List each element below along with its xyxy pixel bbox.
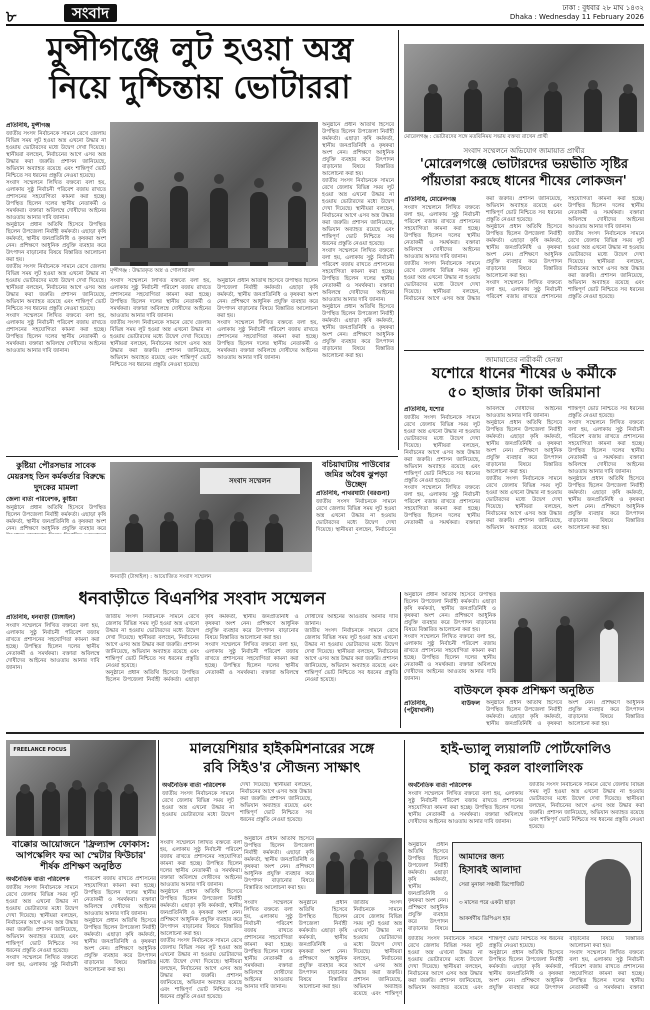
banglalink-side [408, 842, 448, 932]
bank-advertisement [452, 842, 642, 932]
jessore-kicker: জামায়াতের নারীকর্মী হেনস্তা [485, 356, 563, 364]
banglalink-title [408, 740, 644, 778]
date-bangla: ঢাকা : বুধবার ২৮ মাঘ ১৪৩২ [562, 4, 644, 12]
dhanbari-caption: ধনবাড়ী (টাঙ্গাইল) : আয়োজিত সংবাদ সম্মেলন [110, 574, 212, 580]
jessore-text-e: সংবাদ সম্মেলনে লিখিত বক্তব্যে বলা হয়, এলাকায় সুষ্ঠু নির্বাচনী পরিবেশ বজায় রাখতে প্রশাসনের সহযোগিতা কামনা করা হচ্ছে। উপস্থিত ছিলেন দলের স্থানীয় নেতাকর্মী ও সমর্থকরা। বক্তারা অবিলম্বে দোষীদের আইনের আওতায় আনার দাবি জানান। [568, 420, 644, 475]
freelance-text-c: অনুষ্ঠানে প্রধান অতিথি হিসেবে উপস্থিত ছিলেন উপজেলা নির্বাহী কর্মকর্তা। এছাড়া কৃষি কর্মকর্তা, স্থানীয় জনপ্রতিনিধি ও কৃষকরা অংশ নেন। প্রশিক্ষণে আধুনিক প্রযুক্তি ব্যবহার করে উৎপাদন বাড়ানোর বিষয়ে বিস্তারিত আলোচনা করা হয়। [84, 918, 156, 973]
malaysia-side-a: অনুষ্ঠানে প্রধান অতিথি হিসেবে উপস্থিত ছিলেন উপজেলা নির্বাহী কর্মকর্তা। এছাড়া কৃষি কর্মকর্তা, স্থানীয় জনপ্রতিনিধি ও কৃষকরা অংশ নেন। প্রশিক্ষণে আধুনিক প্রযুক্তি ব্যবহার করে উৎপাদন বাড়ানোর বিষয়ে বিস্তারিত আলোচনা করা হয়। [244, 836, 314, 891]
banglalink-title-line1: হাই-ভ্যালু ল্যয়ালটি পোর্টফোলিও [440, 742, 612, 757]
dhanbari-text-c: অনুষ্ঠানে প্রধান অতিথি হিসেবে উপস্থিত ছিলেন উপজেলা নির্বাহী কর্মকর্তা। এছাড়া কৃষি কর্মকর্তা, স্থানীয় জনপ্রতিনিধি ও কৃষকরা অংশ নেন। প্রশিক্ষণে আধুনিক প্রযুক্তি ব্যবহার করে উৎপাদন বাড়ানোর বিষয়ে বিস্তারিত আলোচনা করা হয়। [105, 614, 299, 683]
ad-title-line2: হিসাবই আলাদা [459, 865, 522, 876]
malaysia-photo [316, 838, 402, 894]
dhanbari-byline: প্রতিনিধি, ধনবাড়ী (টাঙ্গাইল) [6, 614, 76, 621]
banglalink-title-line2: চালু করল বাংলালিংক [469, 761, 583, 776]
column-rule [400, 592, 401, 728]
malaysia-body [244, 900, 402, 1004]
banglalink-body [408, 782, 644, 838]
freelance-text-a: জাতীয় সংসদ নির্বাচনকে সামনে রেখে জেলায় বিভিন্ন সময় লুট হওয়া অস্ত্র এখনো উদ্ধার না হওয়ায় ভোটারদের মধ্যে উদ্বেগ দেখা দিয়েছে। স্থানীয়রা বলছেন, নির্বাচনের আগে এসব অস্ত্র উদ্ধার করা জরুরি। প্রশাসন জানিয়েছে, অভিযান অব্যাহত রয়েছে এবং শান্তিপূর্ণ ভোট নিশ্চিতে সব ধরনের প্রস্তুতি নেওয়া হয়েছে। [6, 885, 78, 954]
lead-body-a: সংবাদ সম্মেলনে লিখিত বক্তব্যে বলা হয়, এলাকায় সুষ্ঠু নির্বাচনী পরিবেশ বজায় রাখতে প্রশাসনের সহযোগিতা কামনা করা হচ্ছে। উপস্থিত ছিলেন দলের স্থানীয় নেতাকর্মী ও সমর্থকরা। বক্তারা অবিলম্বে দোষীদের আইনের আওতায় আনার দাবি জানান। [110, 278, 211, 319]
malaysia-title-line1: মালয়েশিয়ার হাইকমিশনারের সঙ্গে [189, 741, 375, 757]
bottom-section-rule [6, 732, 644, 734]
morelganj-text-d: সংবাদ সম্মেলনে লিখিত বক্তব্যে বলা হয়, এলাকায় সুষ্ঠু নির্বাচনী পরিবেশ বজায় রাখতে প্রশাসনের সহযোগিতা কামনা করা হচ্ছে। উপস্থিত ছিলেন দলের স্থানীয় নেতাকর্মী ও সমর্থকরা। বক্তারা অবিলম্বে দোষীদের আইনের আওতায় আনার দাবি জানান। [486, 196, 644, 300]
lead-text-cont3: জাতীয় সংসদ নির্বাচনকে সামনে রেখে জেলায় বিভিন্ন সময় লুট হওয়া অস্ত্র এখনো উদ্ধার না হওয়ায় ভোটারদের মধ্যে উদ্বেগ দেখা দিয়েছে। স্থানীয়রা বলছেন, নির্বাচনের আগে এসব অস্ত্র উদ্ধার করা জরুরি। প্রশাসন জানিয়েছে, অভিযান অব্যাহত রয়েছে এবং শান্তিপূর্ণ ভোট নিশ্চিতে সব ধরনের প্রস্তুতি নেওয়া হয়েছে। [6, 264, 106, 312]
lead-body-f: জাতীয় সংসদ নির্বাচনকে সামনে রেখে জেলায় বিভিন্ন সময় লুট হওয়া অস্ত্র এখনো উদ্ধার না হওয়ায় ভোটারদের মধ্যে উদ্বেগ দেখা দিয়েছে। স্থানীয়রা বলছেন, নির্বাচনের আগে এসব অস্ত্র উদ্ধার করা জরুরি। প্রশাসন জানিয়েছে, অভিযান অব্যাহত রয়েছে এবং শান্তিপূর্ণ ভোট নিশ্চিতে সব ধরনের প্রস্তুতি নেওয়া হয়েছে। [322, 178, 394, 247]
bauphal-title: বাউফলে কৃষক প্রশিক্ষণ অনুষ্ঠিত [454, 684, 594, 697]
kushtia-byline: জেলা বার্তা পরিবেশক, কুষ্টিয়া [6, 496, 78, 503]
jessore-title-line2: ৫০ হাজার টাকা জরিমানা [447, 383, 601, 401]
banglalink-text-d: অনুষ্ঠানে প্রধান অতিথি হিসেবে উপস্থিত ছিলেন উপজেলা নির্বাহী কর্মকর্তা। এছাড়া কৃষি কর্মকর্তা, স্থানীয় জনপ্রতিনিধি ও কৃষকরা অংশ নেন। প্রশিক্ষণে আধুনিক প্রযুক্তি ব্যবহার করে উৎপাদন বাড়ানোর বিষয়ে বিস্তারিত আলোচনা করা হয়। [488, 936, 644, 991]
page-header [6, 4, 644, 26]
malaysia-side-col [244, 836, 314, 898]
dhanbari-text-e: জাতীয় সংসদ নির্বাচনকে সামনে রেখে জেলায় বিভিন্ন সময় লুট হওয়া অস্ত্র এখনো উদ্ধার না হওয়ায় ভোটারদের মধ্যে উদ্বেগ দেখা দিয়েছে। স্থানীয়রা বলছেন, নির্বাচনের আগে এসব অস্ত্র উদ্ধার করা জরুরি। প্রশাসন জানিয়েছে, অভিযান অব্যাহত রয়েছে এবং শান্তিপূর্ণ ভোট নিশ্চিতে সব ধরনের প্রস্তুতি নেওয়া হয়েছে। [304, 628, 398, 683]
lead-title-line2: নিয়ে দুশ্চিন্তায় ভোটাররা [49, 68, 351, 106]
lead-text-cont2: অনুষ্ঠানে প্রধান অতিথি হিসেবে উপস্থিত ছিলেন উপজেলা নির্বাহী কর্মকর্তা। এছাড়া কৃষি কর্মকর্তা, স্থানীয় জনপ্রতিনিধি ও কৃষকরা অংশ নেন। প্রশিক্ষণে আধুনিক প্রযুক্তি ব্যবহার করে উৎপাদন বাড়ানোর বিষয়ে বিস্তারিত আলোচনা করা হয়। [6, 222, 106, 263]
lead-body-c: অনুষ্ঠানে প্রধান অতিথি হিসেবে উপস্থিত ছিলেন উপজেলা নির্বাহী কর্মকর্তা। এছাড়া কৃষি কর্মকর্তা, স্থানীয় জনপ্রতিনিধি ও কৃষকরা অংশ নেন। প্রশিক্ষণে আধুনিক প্রযুক্তি ব্যবহার করে উৎপাদন বাড়ানোর বিষয়ে বিস্তারিত আলোচনা করা হয়। [217, 278, 318, 319]
morelganj-byline: প্রতিনিধি, মোরেলগঞ্জ [404, 196, 457, 203]
lead-body-col1 [6, 122, 106, 452]
morelganj-photo [404, 44, 644, 132]
dhanbari-body [6, 614, 398, 724]
bauphal-side-b: সংবাদ সম্মেলনে লিখিত বক্তব্যে বলা হয়, এলাকায় সুষ্ঠু নির্বাচনী পরিবেশ বজায় রাখতে প্রশাসনের সহযোগিতা কামনা করা হচ্ছে। উপস্থিত ছিলেন দলের স্থানীয় নেতাকর্মী ও সমর্থকরা। বক্তারা অবিলম্বে দোষীদের আইনের আওতায় আনার দাবি জানান। [404, 634, 496, 682]
malaysia-text-d: জাতীয় সংসদ নির্বাচনকে সামনে রেখে জেলায় বিভিন্ন সময় লুট হওয়া অস্ত্র এখনো উদ্ধার না হওয়ায় ভোটারদের মধ্যে উদ্বেগ দেখা দিয়েছে। স্থানীয়রা বলছেন, নির্বাচনের আগে এসব অস্ত্র উদ্ধার করা জরুরি। প্রশাসন জানিয়েছে, অভিযান অব্যাহত রয়েছে এবং শান্তিপূর্ণ [353, 900, 402, 997]
masthead-logo: সংবাদ [64, 4, 117, 22]
dhanbari-text-b: জাতীয় সংসদ নির্বাচনকে সামনে রেখে জেলায় বিভিন্ন সময় লুট হওয়া অস্ত্র এখনো উদ্ধার না হওয়ায় ভোটারদের মধ্যে উদ্বেগ দেখা দিয়েছে। স্থানীয়রা বলছেন, নির্বাচনের আগে এসব অস্ত্র উদ্ধার করা জরুরি। প্রশাসন জানিয়েছে, অভিযান অব্যাহত রয়েছে এবং শান্তিপূর্ণ ভোট নিশ্চিতে সব ধরনের প্রস্তুতি নেওয়া হয়েছে। [105, 614, 199, 669]
kushtia-body [6, 496, 106, 534]
banglalink-text-b: জাতীয় সংসদ নির্বাচনকে সামনে রেখে জেলায় বিভিন্ন সময় লুট হওয়া অস্ত্র এখনো উদ্ধার না হওয়ায় ভোটারদের মধ্যে উদ্বেগ দেখা দিয়েছে। স্থানীয়রা বলছেন, নির্বাচনের আগে এসব অস্ত্র উদ্ধার করা জরুরি। প্রশাসন জানিয়েছে, অভিযান অব্যাহত রয়েছে এবং শান্তিপূর্ণ ভোট নিশ্চিতে সব ধরনের প্রস্তুতি নেওয়া হয়েছে। [529, 782, 644, 830]
morelganj-text-c: অনুষ্ঠানে প্রধান অতিথি হিসেবে উপস্থিত ছিলেন উপজেলা নির্বাহী কর্মকর্তা। এছাড়া কৃষি কর্মকর্তা, স্থানীয় জনপ্রতিনিধি ও কৃষকরা অংশ নেন। প্রশিক্ষণে আধুনিক প্রযুক্তি ব্যবহার করে উৎপাদন বাড়ানোর বিষয়ে বিস্তারিত আলোচনা করা হয়। [486, 224, 562, 279]
freelance-title: বাক্কোর আয়োজনে 'ফ্রিল্যান্স ফোকাস: আপস্কেলিং ফর আ স্মেটার ফিউচার' শীর্ষক প্রশিক্ষণ অনুষ্ঠিত [12, 840, 150, 872]
ad-title-line1: আমাদের জন্য [459, 852, 504, 861]
morelganj-text-a: সংবাদ সম্মেলনে লিখিত বক্তব্যে বলা হয়, এলাকায় সুষ্ঠু নির্বাচনী পরিবেশ বজায় রাখতে প্রশাসনের সহযোগিতা কামনা করা হচ্ছে। উপস্থিত ছিলেন দলের স্থানীয় নেতাকর্মী ও সমর্থকরা। বক্তারা অবিলম্বে দোষীদের আইনের আওতায় আনার দাবি জানান। [404, 205, 480, 260]
bauphal-body [404, 700, 644, 728]
lead-text: জাতীয় সংসদ নির্বাচনকে সামনে রেখে জেলায় বিভিন্ন সময় লুট হওয়া অস্ত্র এখনো উদ্ধার না হওয়ায় ভোটারদের মধ্যে উদ্বেগ দেখা দিয়েছে। স্থানীয়রা বলছেন, নির্বাচনের আগে এসব অস্ত্র উদ্ধার করা জরুরি। প্রশাসন জানিয়েছে, অভিযান অব্যাহত রয়েছে এবং শান্তিপূর্ণ ভোট নিশ্চিতে সব ধরনের প্রস্তুতি নেওয়া হয়েছে। [6, 131, 106, 179]
lead-body-col2 [110, 278, 318, 452]
freelance-body [6, 876, 156, 1004]
ad-offer-1: সেরা মুনাফা সঞ্চয়ী ডিপোজিট [459, 882, 525, 888]
jessore-text-b: সংবাদ সম্মেলনে লিখিত বক্তব্যে বলা হয়, এলাকায় সুষ্ঠু নির্বাচনী পরিবেশ বজায় রাখতে প্রশাসনের সহযোগিতা কামনা করা হচ্ছে। উপস্থিত ছিলেন দলের স্থানীয় নেতাকর্মী ও সমর্থকরা। বক্তারা অবিলম্বে দোষীদের আইনের আওতায় আনার দাবি জানান। [404, 406, 562, 526]
morelganj-kicker: সংবাদ সম্মেলনে অভিযোগ জামায়াত প্রার্থীর [463, 147, 585, 155]
banglalink-body-2 [408, 936, 644, 1004]
freelance-side-b: অনুষ্ঠানে প্রধান অতিথি হিসেবে উপস্থিত ছিলেন উপজেলা নির্বাহী কর্মকর্তা। এছাড়া কৃষি কর্মকর্তা, স্থানীয় জনপ্রতিনিধি ও কৃষকরা অংশ নেন। প্রশিক্ষণে আধুনিক প্রযুক্তি ব্যবহার করে উৎপাদন বাড়ানোর বিষয়ে বিস্তারিত আলোচনা করা হয়। [160, 889, 242, 937]
malaysia-text-c: অনুষ্ঠানে প্রধান অতিথি হিসেবে উপস্থিত ছিলেন উপজেলা নির্বাহী কর্মকর্তা। এছাড়া কৃষি কর্মকর্তা, স্থানীয় জনপ্রতিনিধি ও কৃষকরা অংশ নেন। প্রশিক্ষণে আধুনিক প্রযুক্তি ব্যবহার করে উৎপাদন বাড়ানোর বিষয়ে বিস্তারিত আলোচনা করা হয়। [298, 900, 348, 990]
bochiaghata-title: বচিয়াঘাটায় পাউবোর জমির অবৈধ ঝুপড়া উচ্ছেদ [322, 460, 390, 488]
morelganj-body [404, 196, 644, 348]
dhanbari-text-a: সংবাদ সম্মেলনে লিখিত বক্তব্যে বলা হয়, এলাকায় সুষ্ঠু নির্বাচনী পরিবেশ বজায় রাখতে প্রশাসনের সহযোগিতা কামনা করা হচ্ছে। উপস্থিত ছিলেন দলের স্থানীয় নেতাকর্মী ও সমর্থকরা। বক্তারা অবিলম্বে দোষীদের আইনের আওতায় আনার দাবি জানান। [6, 623, 100, 671]
lead-body-h: অনুষ্ঠানে প্রধান অতিথি হিসেবে উপস্থিত ছিলেন উপজেলা নির্বাহী কর্মকর্তা। এছাড়া কৃষি কর্মকর্তা, স্থানীয় জনপ্রতিনিধি ও কৃষকরা অংশ নেন। প্রশিক্ষণে আধুনিক প্রযুক্তি ব্যবহার করে উৎপাদন বাড়ানোর বিষয়ে বিস্তারিত আলোচনা করা হয়। [322, 304, 394, 359]
freelance-text-b: সংবাদ সম্মেলনে লিখিত বক্তব্যে বলা হয়, এলাকায় সুষ্ঠু নির্বাচনী পরিবেশ বজায় রাখতে প্রশাসনের সহযোগিতা কামনা করা হচ্ছে। উপস্থিত ছিলেন দলের স্থানীয় নেতাকর্মী ও সমর্থকরা। বক্তারা অবিলম্বে দোষীদের আইনের আওতায় আনার দাবি জানান। [6, 876, 156, 968]
dhanbari-banner: সংবাদ সম্মেলন [200, 468, 300, 494]
dhanbari-text-d: সংবাদ সম্মেলনে লিখিত বক্তব্যে বলা হয়, এলাকায় সুষ্ঠু নির্বাচনী পরিবেশ বজায় রাখতে প্রশাসনের সহযোগিতা কামনা করা হচ্ছে। উপস্থিত ছিলেন দলের স্থানীয় নেতাকর্মী ও সমর্থকরা। বক্তারা অবিলম্বে দোষীদের আইনের আওতায় আনার দাবি জানান। [205, 614, 398, 676]
bauphal-photo [500, 592, 644, 682]
ad-offer-3: আকর্ষণীয় ডিপিএস হার [459, 916, 511, 922]
section-rule [6, 456, 398, 457]
banglalink-text-e: সংবাদ সম্মেলনে লিখিত বক্তব্যে বলা হয়, এলাকায় সুষ্ঠু নির্বাচনী পরিবেশ বজায় রাখতে প্রশাসনের সহযোগিতা কামনা করা হচ্ছে। উপস্থিত ছিলেন দলের স্থানীয় নেতাকর্মী ও সমর্থকরা। বক্তারা [569, 950, 644, 991]
lead-text-cont4: সংবাদ সম্মেলনে লিখিত বক্তব্যে বলা হয়, এলাকায় সুষ্ঠু নির্বাচনী পরিবেশ বজায় রাখতে প্রশাসনের সহযোগিতা কামনা করা হচ্ছে। উপস্থিত ছিলেন দলের স্থানীয় নেতাকর্মী ও সমর্থকরা। বক্তারা অবিলম্বে দোষীদের আইনের আওতায় আনার দাবি জানান। [6, 313, 106, 354]
date-english: Dhaka : Wednesday 11 February 2026 [509, 13, 644, 21]
dhanbari-title: ধনবাড়ীতে বিএনপির সংবাদ সম্মেলন [78, 589, 326, 609]
jessore-text-f: অনুষ্ঠানে প্রধান অতিথি হিসেবে উপস্থিত ছিলেন উপজেলা নির্বাহী কর্মকর্তা। এছাড়া কৃষি কর্মকর্তা, স্থানীয় জনপ্রতিনিধি ও কৃষকরা অংশ নেন। প্রশিক্ষণে আধুনিক প্রযুক্তি ব্যবহার করে উৎপাদন বাড়ানোর বিষয়ে বিস্তারিত আলোচনা করা হয়। [568, 476, 644, 531]
lead-body-b: জাতীয় সংসদ নির্বাচনকে সামনে রেখে জেলায় বিভিন্ন সময় লুট হওয়া অস্ত্র এখনো উদ্ধার না হওয়ায় ভোটারদের মধ্যে উদ্বেগ দেখা দিয়েছে। স্থানীয়রা বলছেন, নির্বাচনের আগে এসব অস্ত্র উদ্ধার করা জরুরি। প্রশাসন জানিয়েছে, অভিযান অব্যাহত রয়েছে এবং শান্তিপূর্ণ ভোট নিশ্চিতে সব ধরনের প্রস্তুতি নেওয়া হয়েছে। [110, 320, 211, 368]
page-number: ৮ [6, 7, 17, 26]
ad-model-image [585, 859, 631, 925]
morelganj-caption: মোরেলগঞ্জ : ভোটারদের সঙ্গে মতবিনিময় সভায় বক্তব্য রাখেন প্রার্থী [404, 134, 548, 140]
jessore-text-d: জাতীয় সংসদ নির্বাচনকে সামনে রেখে জেলায় বিভিন্ন সময় লুট হওয়া অস্ত্র এখনো উদ্ধার না হওয়ায় ভোটারদের মধ্যে উদ্বেগ দেখা দিয়েছে। স্থানীয়রা বলছেন, নির্বাচনের আগে এসব অস্ত্র উদ্ধার করা জরুরি। প্রশাসন জানিয়েছে, অভিযান অব্যাহত রয়েছে এবং শান্তিপূর্ণ ভোট নিশ্চিতে সব ধরনের প্রস্তুতি নেওয়া হয়েছে। [486, 406, 644, 531]
jessore-text-a: জাতীয় সংসদ নির্বাচনকে সামনে রেখে জেলায় বিভিন্ন সময় লুট হওয়া অস্ত্র এখনো উদ্ধার না হওয়ায় ভোটারদের মধ্যে উদ্বেগ দেখা দিয়েছে। স্থানীয়রা বলছেন, নির্বাচনের আগে এসব অস্ত্র উদ্ধার করা জরুরি। প্রশাসন জানিয়েছে, অভিযান অব্যাহত রয়েছে এবং শান্তিপূর্ণ ভোট নিশ্চিতে সব ধরনের প্রস্তুতি নেওয়া হয়েছে। [404, 415, 480, 484]
bauphal-byline: প্রতিনিধি, বাউফল (পটুয়াখালী) [404, 700, 480, 714]
column-rule [158, 740, 159, 1004]
freelance-photo [6, 740, 156, 836]
bochiaghata-text: জাতীয় সংসদ নির্বাচনকে সামনে রেখে জেলায় বিভিন্ন সময় লুট হওয়া অস্ত্র এখনো উদ্ধার না হওয়ায় ভোটারদের মধ্যে উদ্বেগ দেখা দিয়েছে। স্থানীয়রা বলছেন, নির্বাচনের [316, 499, 396, 533]
jessore-body [404, 406, 644, 588]
freelance-side-c: জাতীয় সংসদ নির্বাচনকে সামনে রেখে জেলায় বিভিন্ন সময় লুট হওয়া অস্ত্র এখনো উদ্ধার না হওয়ায় ভোটারদের মধ্যে উদ্বেগ দেখা দিয়েছে। স্থানীয়রা বলছেন, নির্বাচনের আগে এসব অস্ত্র উদ্ধার করা জরুরি। প্রশাসন জানিয়েছে, অভিযান অব্যাহত রয়েছে এবং শান্তিপূর্ণ ভোট নিশ্চিতে সব ধরনের প্রস্তুতি নেওয়া হয়েছে। [160, 938, 242, 1000]
bauphal-side-text [404, 592, 496, 682]
malaysia-byline: অর্থনৈতিক বার্তা পরিবেশক [162, 782, 226, 789]
malaysia-intro [162, 782, 312, 832]
freelance-byline: অর্থনৈতিক বার্তা পরিবেশক [6, 876, 70, 883]
column-rule [404, 740, 405, 1004]
lead-body-col3 [322, 122, 394, 452]
malaysia-text-a: জাতীয় সংসদ নির্বাচনকে সামনে রেখে জেলায় বিভিন্ন সময় লুট হওয়া অস্ত্র এখনো উদ্ধার না হওয়ায় ভোটারদের মধ্যে উদ্বেগ দেখা দিয়েছে। স্থানীয়রা বলছেন, নির্বাচনের আগে এসব অস্ত্র উদ্ধার করা জরুরি। প্রশাসন জানিয়েছে, অভিযান অব্যাহত রয়েছে এবং শান্তিপূর্ণ ভোট নিশ্চিতে সব ধরনের প্রস্তুতি নেওয়া হয়েছে। [162, 782, 312, 823]
morelganj-text-e: জাতীয় সংসদ নির্বাচনকে সামনে রেখে জেলায় বিভিন্ন সময় লুট হওয়া অস্ত্র এখনো উদ্ধার না হওয়ায় ভোটারদের মধ্যে উদ্বেগ দেখা দিয়েছে। স্থানীয়রা বলছেন, নির্বাচনের আগে এসব অস্ত্র উদ্ধার করা জরুরি। প্রশাসন জানিয়েছে, অভিযান অব্যাহত রয়েছে এবং শান্তিপূর্ণ ভোট নিশ্চিতে সব ধরনের প্রস্তুতি নেওয়া হয়েছে। [568, 231, 644, 300]
banglalink-byline: অর্থনৈতিক বার্তা পরিবেশক [408, 782, 472, 789]
lead-title-line1: মুন্সীগঞ্জে লুট হওয়া অস্ত্র [46, 30, 354, 68]
lead-body-g: সংবাদ সম্মেলনে লিখিত বক্তব্যে বলা হয়, এলাকায় সুষ্ঠু নির্বাচনী পরিবেশ বজায় রাখতে প্রশাসনের সহযোগিতা কামনা করা হচ্ছে। উপস্থিত ছিলেন দলের স্থানীয় নেতাকর্মী ও সমর্থকরা। বক্তারা অবিলম্বে দোষীদের আইনের আওতায় আনার দাবি জানান। [322, 248, 394, 303]
lead-body-d: সংবাদ সম্মেলনে লিখিত বক্তব্যে বলা হয়, এলাকায় সুষ্ঠু নির্বাচনী পরিবেশ বজায় রাখতে প্রশাসনের সহযোগিতা কামনা করা হচ্ছে। উপস্থিত ছিলেন দলের স্থানীয় নেতাকর্মী ও সমর্থকরা। বক্তারা অবিলম্বে দোষীদের আইনের আওতায় আনার দাবি জানান। [217, 320, 318, 361]
lead-text-cont: সংবাদ সম্মেলনে লিখিত বক্তব্যে বলা হয়, এলাকায় সুষ্ঠু নির্বাচনী পরিবেশ বজায় রাখতে প্রশাসনের সহযোগিতা কামনা করা হচ্ছে। উপস্থিত ছিলেন দলের স্থানীয় নেতাকর্মী ও সমর্থকরা। বক্তারা অবিলম্বে দোষীদের আইনের আওতায় আনার দাবি জানান। [6, 180, 106, 221]
bauphal-text: অনুষ্ঠানে প্রধান অতিথি হিসেবে উপস্থিত ছিলেন উপজেলা নির্বাহী কর্মকর্তা। এছাড়া কৃষি কর্মকর্তা, স্থানীয় জনপ্রতিনিধি ও কৃষকরা অংশ নেন। প্রশিক্ষণে আধুনিক প্রযুক্তি ব্যবহার করে উৎপাদন বাড়ানোর বিষয়ে বিস্তারিত আলোচনা করা হয়। [486, 700, 644, 727]
jessore-text-c: অনুষ্ঠানে প্রধান অতিথি হিসেবে উপস্থিত ছিলেন উপজেলা নির্বাহী কর্মকর্তা। এছাড়া কৃষি কর্মকর্তা, স্থানীয় জনপ্রতিনিধি ও কৃষকরা অংশ নেন। প্রশিক্ষণে আধুনিক প্রযুক্তি ব্যবহার করে উৎপাদন বাড়ানোর বিষয়ে বিস্তারিত আলোচনা করা হয়। [486, 420, 562, 475]
kushtia-text: অনুষ্ঠানে প্রধান অতিথি হিসেবে উপস্থিত ছিলেন উপজেলা নির্বাহী কর্মকর্তা। এছাড়া কৃষি কর্মকর্তা, স্থানীয় জনপ্রতিনিধি ও কৃষকরা অংশ নেন। প্রশিক্ষণে আধুনিক প্রযুক্তি ব্যবহার করে [6, 505, 106, 532]
lead-photo [110, 122, 318, 266]
column-rule [398, 30, 399, 450]
jessore-title-line1: যশোরে ধানের শীষের ৬ কর্মীকে [431, 364, 617, 382]
ad-offer-2: ৩ মাসের পরে একটা ছাড়া [459, 900, 516, 906]
banglalink-text-a: সংবাদ সম্মেলনে লিখিত বক্তব্যে বলা হয়, এলাকায় সুষ্ঠু নির্বাচনী পরিবেশ বজায় রাখতে প্রশাসনের সহযোগিতা কামনা করা হচ্ছে। উপস্থিত ছিলেন দলের স্থানীয় নেতাকর্মী ও সমর্থকরা। বক্তারা অবিলম্বে দোষীদের আইনের আওতায় আনার দাবি জানান। [408, 791, 523, 825]
bochiaghata-body [316, 490, 396, 534]
banglalink-side-a: অনুষ্ঠানে প্রধান অতিথি হিসেবে উপস্থিত ছিলেন উপজেলা নির্বাহী কর্মকর্তা। এছাড়া কৃষি কর্মকর্তা, স্থানীয় জনপ্রতিনিধি ও কৃষকরা অংশ নেন। প্রশিক্ষণে আধুনিক প্রযুক্তি ব্যবহার করে উৎপাদন বাড়ানোর বিষয়ে [408, 842, 448, 932]
jessore-title [404, 364, 644, 402]
malaysia-text-b: সংবাদ সম্মেলনে লিখিত বক্তব্যে বলা হয়, এলাকায় সুষ্ঠু নির্বাচনী পরিবেশ বজায় রাখতে প্রশাসনের সহযোগিতা কামনা করা হচ্ছে। উপস্থিত ছিলেন দলের স্থানীয় নেতাকর্মী ও সমর্থকরা। বক্তারা অবিলম্বে দোষীদের আইনের আওতায় আনার দাবি জানান। [244, 900, 293, 990]
banglalink-text-c: জাতীয় সংসদ নির্বাচনকে সামনে রেখে জেলায় বিভিন্ন সময় লুট হওয়া অস্ত্র এখনো উদ্ধার না হওয়ায় ভোটারদের মধ্যে উদ্বেগ দেখা দিয়েছে। স্থানীয়রা বলছেন, নির্বাচনের আগে এসব অস্ত্র উদ্ধার করা জরুরি। প্রশাসন জানিয়েছে, অভিযান অব্যাহত রয়েছে এবং শান্তিপূর্ণ ভোট নিশ্চিতে সব ধরনের প্রস্তুতি নেওয়া হয়েছে। [408, 936, 564, 991]
malaysia-title [162, 740, 402, 778]
freelance-side-col [160, 840, 242, 1004]
date-block [510, 4, 644, 22]
freelance-banner: FREELANCE FOCUS [10, 744, 70, 756]
lead-body-e: অনুষ্ঠানে প্রধান অতিথি হিসেবে উপস্থিত ছিলেন উপজেলা নির্বাহী কর্মকর্তা। এছাড়া কৃষি কর্মকর্তা, স্থানীয় জনপ্রতিনিধি ও কৃষকরা অংশ নেন। প্রশিক্ষণে আধুনিক প্রযুক্তি ব্যবহার করে উৎপাদন বাড়ানোর বিষয়ে বিস্তারিত আলোচনা করা হয়। [322, 122, 394, 177]
lead-photo-caption: মুন্সীগঞ্জ : উদ্ধারকৃত অস্ত্র ও গোলাবারুদ [110, 268, 195, 274]
dhanbari-photo [110, 462, 312, 572]
jessore-byline: প্রতিনিধি, যশোর [404, 406, 444, 413]
lead-byline: প্রতিনিধি, মুন্সীগঞ্জ [6, 122, 51, 129]
section-rule [404, 350, 644, 351]
morelganj-title: 'মোরেলগঞ্জে ভোটারদের ভয়ভীতি সৃষ্টির পাঁয়তারা করছে ধানের শীষের লোকজন' [419, 157, 629, 189]
lead-headline [6, 30, 394, 114]
morelganj-text-b: জাতীয় সংসদ নির্বাচনকে সামনে রেখে জেলায় বিভিন্ন সময় লুট হওয়া অস্ত্র এখনো উদ্ধার না হওয়ায় ভোটারদের মধ্যে উদ্বেগ দেখা দিয়েছে। স্থানীয়রা বলছেন, নির্বাচনের আগে এসব অস্ত্র উদ্ধার করা জরুরি। প্রশাসন জানিয়েছে, অভিযান অব্যাহত রয়েছে এবং শান্তিপূর্ণ ভোট নিশ্চিতে সব ধরনের প্রস্তুতি নেওয়া হয়েছে। [404, 196, 562, 302]
bochiaghata-byline: প্রতিনিধি, পাথরঘাটা (বরগুনা) [316, 490, 390, 497]
freelance-side-a: সংবাদ সম্মেলনে লিখিত বক্তব্যে বলা হয়, এলাকায় সুষ্ঠু নির্বাচনী পরিবেশ বজায় রাখতে প্রশাসনের সহযোগিতা কামনা করা হচ্ছে। উপস্থিত ছিলেন দলের স্থানীয় নেতাকর্মী ও সমর্থকরা। বক্তারা অবিলম্বে দোষীদের আইনের আওতায় আনার দাবি জানান। [160, 840, 242, 888]
malaysia-title-line2: রবি সিইও'র সৌজন্য সাক্ষাৎ [203, 760, 361, 776]
kushtia-title: কুষ্টিয়া পৌরসভার সাবেক মেয়রসহ তিন কর্মকর্তার বিরুদ্ধে দুদকের মামলা [6, 461, 106, 492]
bauphal-side-a: অনুষ্ঠানে প্রধান অতিথি হিসেবে উপস্থিত ছিলেন উপজেলা নির্বাহী কর্মকর্তা। এছাড়া কৃষি কর্মকর্তা, স্থানীয় জনপ্রতিনিধি ও কৃষকরা অংশ নেন। প্রশিক্ষণে আধুনিক প্রযুক্তি ব্যবহার করে উৎপাদন বাড়ানোর বিষয়ে বিস্তারিত আলোচনা করা হয়। [404, 592, 496, 633]
